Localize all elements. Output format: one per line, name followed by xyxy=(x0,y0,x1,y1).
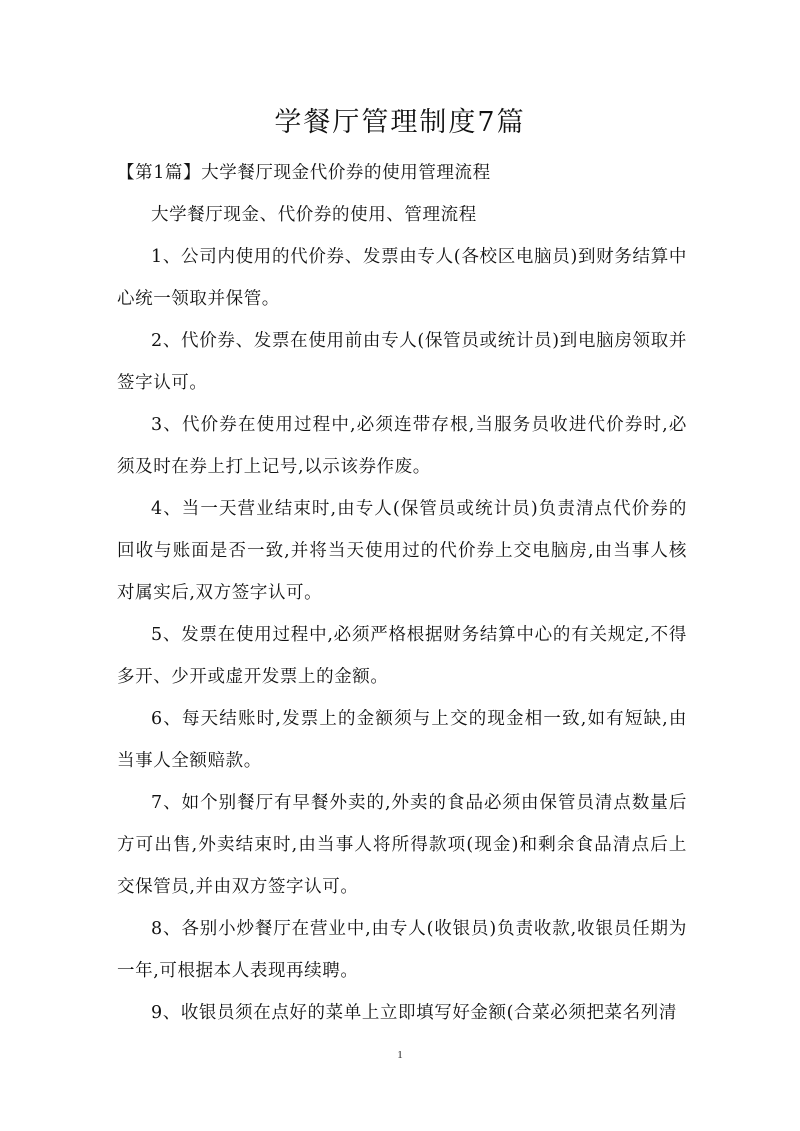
paragraph-item-3: 3、代价券在使用过程中,必须连带存根,当服务员收进代价券时,必须及时在券上打上记号,以示该券作废。 xyxy=(117,415,687,477)
paragraph-item-7: 7、如个别餐厅有早餐外卖的,外卖的食品必须由保管员清点数量后方可出售,外卖结束时,由当事人将所得款项(现金)和剩余食品清点后上交保管员,并由双方签字认可。 xyxy=(117,793,687,897)
paragraph-item-2: 2、代价券、发票在使用前由专人(保管员或统计员)到电脑房领取并签字认可。 xyxy=(117,331,687,393)
paragraph-item-4: 4、当一天营业结束时,由专人(保管员或统计员)负责清点代价券的回收与账面是否一致,并将当天使用过的代价券上交电脑房,由当事人核对属实后,双方签字认可。 xyxy=(117,499,687,603)
paragraph-item-5: 5、发票在使用过程中,必须严格根据财务结算中心的有关规定,不得多开、少开或虚开发票上的金额。 xyxy=(117,625,687,687)
paragraph-subtitle: 大学餐厅现金、代价券的使用、管理流程 xyxy=(151,205,477,225)
section-heading: 【第1篇】大学餐厅现金代价券的使用管理流程 xyxy=(117,163,491,183)
document-title: 学餐厅管理制度7篇 xyxy=(274,107,526,138)
paragraph-item-6: 6、每天结账时,发票上的金额须与上交的现金相一致,如有短缺,由当事人全额赔款。 xyxy=(117,709,687,771)
paragraph-item-8: 8、各别小炒餐厅在营业中,由专人(收银员)负责收款,收银员任期为一年,可根据本人表现再续聘。 xyxy=(117,919,687,981)
paragraph-item-9: 9、收银员须在点好的菜单上立即填写好金额(合菜必须把菜名列清 xyxy=(151,1003,677,1023)
document-body xyxy=(117,152,687,1034)
page-number: 1 xyxy=(397,1049,403,1061)
paragraph-item-1: 1、公司内使用的代价券、发票由专人(各校区电脑员)到财务结算中心统一领取并保管。 xyxy=(117,247,687,309)
